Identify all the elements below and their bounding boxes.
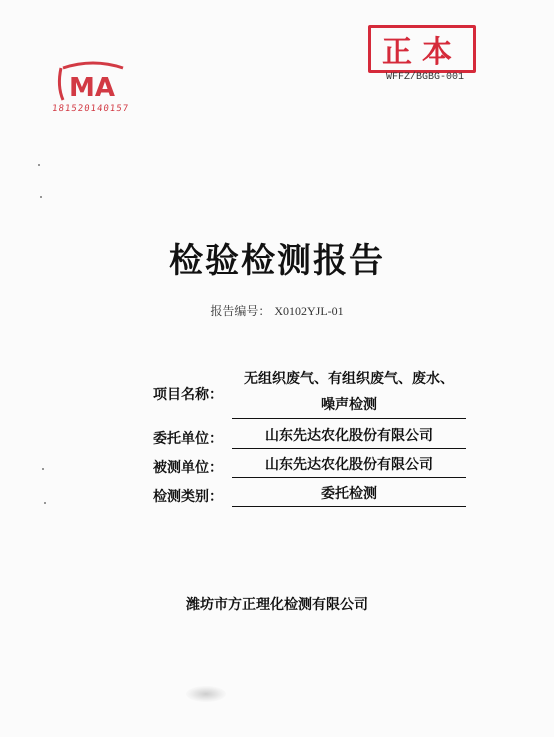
original-stamp — [368, 25, 476, 73]
project-name-value-line2: 噪声检测 — [321, 397, 377, 413]
tested-unit-value: 山东先达农化股份有限公司 — [265, 457, 433, 473]
speck — [38, 164, 40, 166]
client-value: 山东先达农化股份有限公司 — [265, 428, 433, 444]
test-category-label: 检测类别： — [153, 489, 223, 505]
document-code: WFFZ/BGBG-001 — [386, 72, 465, 83]
project-name-label: 项目名称： — [153, 387, 223, 403]
report-title: 检验检测报告 — [169, 241, 385, 281]
test-category-value: 委托检测 — [321, 486, 377, 502]
issuer-company: 潍坊市方正理化检测有限公司 — [186, 597, 368, 613]
test-category-underline — [232, 506, 466, 507]
project-name-value-line1: 无组织废气、有组织废气、废水、 — [244, 371, 454, 387]
speck — [40, 196, 42, 198]
cma-stamp-label: MA — [69, 73, 115, 103]
report-number-label: 报告编号： — [210, 304, 271, 318]
ink-smudge — [186, 686, 226, 702]
original-stamp-label: 正本 — [382, 35, 462, 70]
speck — [44, 502, 46, 504]
client-underline — [232, 448, 466, 449]
project-name-underline — [232, 418, 466, 419]
tested-unit-label: 被测单位： — [153, 460, 223, 476]
client-label: 委托单位： — [153, 431, 223, 447]
speck — [42, 468, 44, 470]
tested-unit-underline — [232, 477, 466, 478]
cma-code: 181520140157 — [51, 104, 130, 114]
report-number-value: X0102YJL-01 — [274, 304, 344, 318]
report-number — [0, 302, 554, 319]
